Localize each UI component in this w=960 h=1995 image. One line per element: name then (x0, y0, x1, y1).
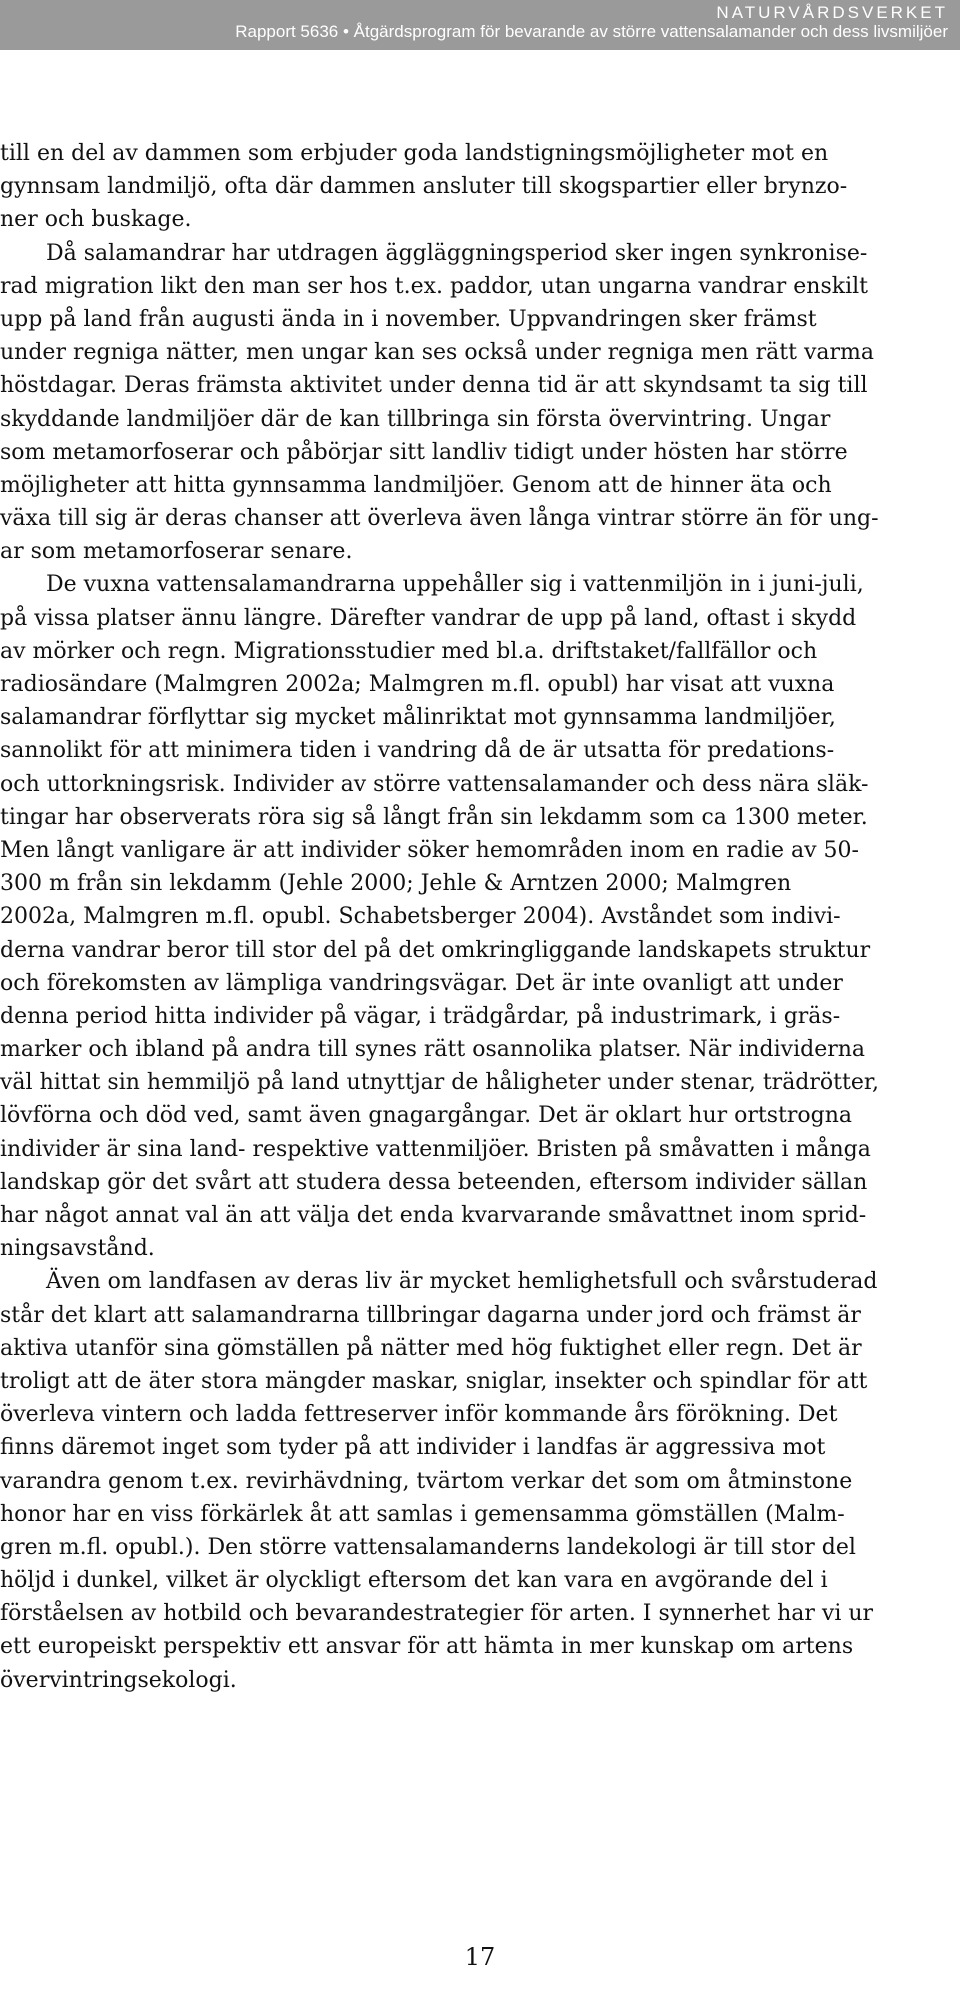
text-line: förståelsen av hotbild och bevarandestrategier för arten. I synnerhet har vi ur (0, 1601, 874, 1627)
text-line: tingar har observerats röra sig så långt från sin lekdamm som ca 1300 meter. (0, 804, 868, 830)
text-line: upp på land från augusti ända in i november. Uppvandringen sker främst (0, 306, 817, 332)
text-line: honor har en viss förkärlek åt att samlas i gemensamma gömställen (Malm- (0, 1501, 845, 1527)
report-title: Rapport 5636 • Åtgärdsprogram för bevarande av större vattensalamander och dess livsmiljöer (235, 22, 948, 41)
text-line: lövförna och död ved, samt även gnagargångar. Det är oklart hur ortstrogna (0, 1103, 853, 1129)
text-line: varandra genom t.ex. revirhävdning, tvärtom verkar det som om åtminstone (0, 1468, 853, 1494)
text-line: på vissa platser ännu längre. Därefter vandrar de upp på land, oftast i skydd (0, 605, 857, 631)
text-line: radiosändare (Malmgren 2002a; Malmgren m.fl. opubl) har visat att vuxna (0, 672, 835, 697)
text-line: salamandrar förflyttar sig mycket målinriktat mot gynnsamma landmiljöer, (0, 705, 836, 731)
text-line: landskap gör det svårt att studera dessa beteenden, eftersom individer sällan (0, 1169, 868, 1195)
text-line: ningsavstånd. (0, 1236, 155, 1262)
text-line: gynnsam landmiljö, ofta där dammen ansluter till skogspartier eller brynzo- (0, 174, 848, 200)
text-line: som metamorfoserar och påbörjar sitt landliv tidigt under hösten har större (0, 439, 848, 465)
text-line: av mörker och regn. Migrationsstudier med bl.a. driftstaket/fallfällor och (0, 638, 818, 664)
text-line: har något annat val än att välja det enda kvarvarande småvattnet inom sprid- (0, 1203, 867, 1228)
text-line: De vuxna vattensalamandrarna uppehåller sig i vattenmiljön in i juni-juli, (46, 572, 864, 598)
text-line: marker och ibland på andra till synes rätt osannolika platser. När individerna (0, 1037, 866, 1063)
text-line: Även om landfasen av deras liv är mycket hemlighetsfull och svårstuderad (46, 1269, 878, 1295)
text-line: under regniga nätter, men ungar kan ses också under regniga men rätt varma (0, 340, 874, 366)
page-number: 17 (464, 1943, 496, 1971)
text-line: denna period hitta individer på vägar, i trädgårdar, på industrimark, i gräs- (0, 1003, 841, 1029)
text-line: 2002a, Malmgren m.fl. opubl. Schabetsberger 2004). Avståndet som indivi- (0, 904, 841, 930)
text-line: till en del av dammen som erbjuder goda landstigningsmöjligheter mot en (0, 141, 829, 166)
text-line: väl hittat sin hemmiljö på land utnyttjar de håligheter under stenar, trädrötter, (0, 1070, 879, 1096)
page-header (0, 0, 960, 50)
organization-name: NATURVÅRDSVERKET (716, 3, 948, 22)
text-line: möjligheter att hitta gynnsamma landmiljöer. Genom att de hinner äta och (0, 472, 832, 498)
text-line: skyddande landmiljöer där de kan tillbringa sin första övervintring. Ungar (0, 406, 831, 432)
text-line: ner och buskage. (0, 207, 192, 233)
text-line: och uttorkningsrisk. Individer av större vattensalamander och dess nära släk- (0, 771, 869, 797)
text-line: aktiva utanför sina gömställen på nätter med hög fuktighet eller regn. Det är (0, 1335, 862, 1361)
text-line: överleva vintern och ladda fettreserver inför kommande års förökning. Det (0, 1402, 838, 1428)
text-line: och förekomsten av lämpliga vandringsvägar. Det är inte ovanligt att under (0, 970, 843, 996)
text-line: gren m.fl. opubl.). Den större vattensalamanderns landekologi är till stor del (0, 1534, 856, 1560)
text-line: övervintringsekologi. (0, 1667, 237, 1693)
text-line: ar som metamorfoserar senare. (0, 539, 353, 565)
text-line: rad migration likt den man ser hos t.ex. paddor, utan ungarna vandrar enskilt (0, 273, 868, 299)
text-line: sannolikt för att minimera tiden i vandring då de är utsatta för predations- (0, 738, 835, 764)
body-text (0, 137, 960, 1697)
text-line: Då salamandrar har utdragen äggläggningsperiod sker ingen synkronise- (46, 240, 868, 266)
text-line: troligt att de äter stora mängder maskar, sniglar, insekter och spindlar för att (0, 1368, 868, 1394)
text-line: höljd i dunkel, vilket är olyckligt eftersom det kan vara en avgörande del i (0, 1568, 828, 1594)
text-line: står det klart att salamandrarna tillbringar dagarna under jord och främst är (0, 1302, 861, 1328)
text-line: höstdagar. Deras främsta aktivitet under denna tid är att skyndsamt ta sig till (0, 373, 868, 399)
text-line: individer är sina land- respektive vattenmiljöer. Bristen på småvatten i många (0, 1136, 871, 1162)
text-line: 300 m från sin lekdamm (Jehle 2000; Jehle & Arntzen 2000; Malmgren (0, 871, 792, 897)
text-line: växa till sig är deras chanser att överleva även långa vintrar större än för ung- (0, 506, 879, 532)
text-line: finns däremot inget som tyder på att individer i landfas är aggressiva mot (0, 1435, 826, 1461)
text-line: ett europeiskt perspektiv ett ansvar för att hämta in mer kunskap om artens (0, 1634, 854, 1660)
text-line: Men långt vanligare är att individer söker hemområden inom en radie av 50- (0, 837, 859, 863)
text-line: derna vandrar beror till stor del på det omkringliggande landskapets struktur (0, 937, 871, 963)
